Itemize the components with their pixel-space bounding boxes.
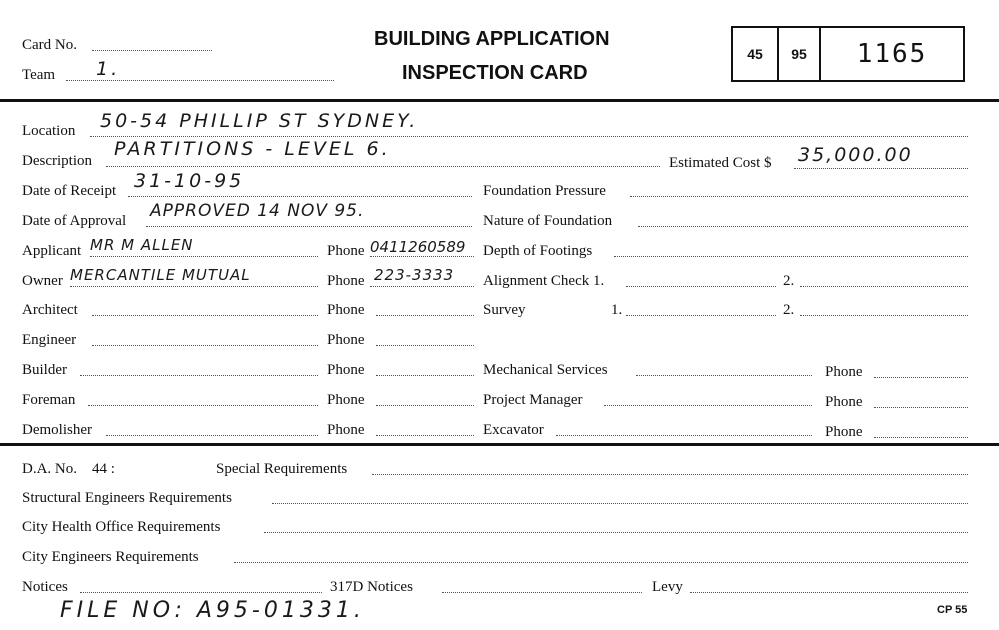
team-field[interactable] — [66, 80, 334, 81]
description-field[interactable] — [106, 166, 660, 167]
notices-field[interactable] — [80, 592, 322, 593]
architect-phone-label: Phone — [327, 302, 365, 318]
location-value: 50-54 PHILLIP ST SYDNEY. — [100, 110, 419, 132]
demolisher-field[interactable] — [106, 435, 318, 436]
structural-requirements-field[interactable] — [272, 503, 968, 504]
date-of-receipt-value: 31-10-95 — [134, 170, 245, 192]
notices-label: Notices — [22, 579, 68, 595]
da-number-value: 44 : — [92, 461, 115, 477]
team-label: Team — [22, 67, 56, 83]
mechanical-services-field[interactable] — [636, 375, 812, 376]
card-no-label: Card No. — [22, 37, 77, 53]
city-engineers-requirements-field[interactable] — [234, 562, 968, 563]
location-label: Location — [22, 123, 76, 139]
card-no-field[interactable] — [92, 50, 212, 51]
health-office-requirements-field[interactable] — [264, 532, 968, 533]
date-of-receipt-label: Date of Receipt — [22, 183, 117, 199]
header-divider — [0, 99, 999, 102]
architect-label: Architect — [22, 302, 78, 318]
demolisher-label: Demolisher — [22, 422, 92, 438]
builder-field[interactable] — [80, 375, 318, 376]
levy-field[interactable] — [690, 592, 968, 593]
applicant-field[interactable] — [90, 256, 318, 257]
structural-requirements-label: Structural Engineers Requirements — [22, 490, 232, 506]
engineer-phone-label: Phone — [327, 332, 365, 348]
demolisher-phone-field[interactable] — [376, 435, 474, 436]
owner-value: MERCANTILE MUTUAL — [70, 266, 251, 284]
project-manager-phone-label: Phone — [825, 394, 863, 410]
applicant-phone-label: Phone — [327, 243, 365, 259]
mechanical-phone-field[interactable] — [874, 377, 968, 378]
team-value: 1. — [96, 58, 121, 80]
applicant-phone-value: 0411260589 — [370, 238, 466, 256]
excavator-field[interactable] — [556, 435, 812, 436]
box-45: 45 — [733, 28, 779, 80]
project-manager-label: Project Manager — [483, 392, 583, 408]
architect-field[interactable] — [92, 315, 318, 316]
engineer-phone-field[interactable] — [376, 345, 474, 346]
form-title-line2: INSPECTION CARD — [402, 62, 588, 84]
requirements-divider — [0, 443, 999, 446]
owner-field[interactable] — [70, 286, 318, 287]
form-title-line1: BUILDING APPLICATION — [374, 28, 610, 50]
box-95: 95 — [779, 28, 821, 80]
project-manager-phone-field[interactable] — [874, 407, 968, 408]
date-of-approval-label: Date of Approval — [22, 213, 127, 229]
owner-phone-label: Phone — [327, 273, 365, 289]
applicant-value: MR M ALLEN — [90, 236, 194, 254]
owner-phone-field[interactable] — [370, 286, 474, 287]
excavator-phone-field[interactable] — [874, 437, 968, 438]
foundation-pressure-field[interactable] — [630, 196, 968, 197]
mechanical-services-label: Mechanical Services — [483, 362, 608, 378]
date-of-approval-value: APPROVED 14 NOV 95. — [150, 201, 365, 221]
demolisher-phone-label: Phone — [327, 422, 365, 438]
alignment-check-2-field[interactable] — [800, 286, 968, 287]
application-number: 1165 — [856, 39, 928, 69]
health-office-requirements-label: City Health Office Requirements — [22, 519, 221, 535]
estimated-cost-value: 35,000.00 — [798, 144, 913, 166]
builder-label: Builder — [22, 362, 67, 378]
architect-phone-field[interactable] — [376, 315, 474, 316]
estimated-cost-field[interactable] — [794, 168, 968, 169]
survey-2-label: 2. — [783, 302, 795, 318]
da-number-label: D.A. No. — [22, 461, 77, 477]
city-engineers-requirements-label: City Engineers Requirements — [22, 549, 199, 565]
builder-phone-label: Phone — [327, 362, 365, 378]
foreman-field[interactable] — [88, 405, 318, 406]
engineer-label: Engineer — [22, 332, 77, 348]
notices-317d-label: 317D Notices — [330, 579, 413, 595]
survey-1-label: 1. — [611, 302, 623, 318]
description-label: Description — [22, 153, 92, 169]
location-field[interactable] — [90, 136, 968, 137]
foreman-label: Foreman — [22, 392, 76, 408]
alignment-check-2-label: 2. — [783, 273, 795, 289]
mechanical-phone-label: Phone — [825, 364, 863, 380]
nature-of-foundation-field[interactable] — [638, 226, 968, 227]
form-code: CP 55 — [937, 604, 968, 616]
alignment-check-1-field[interactable] — [626, 286, 776, 287]
applicant-label: Applicant — [22, 243, 82, 259]
project-manager-field[interactable] — [604, 405, 812, 406]
levy-label: Levy — [652, 579, 683, 595]
file-number: FILE NO: A95-01331. — [60, 598, 365, 623]
excavator-label: Excavator — [483, 422, 544, 438]
nature-of-foundation-label: Nature of Foundation — [483, 213, 613, 229]
owner-label: Owner — [22, 273, 63, 289]
engineer-field[interactable] — [92, 345, 318, 346]
depth-of-footings-label: Depth of Footings — [483, 243, 593, 259]
excavator-phone-label: Phone — [825, 424, 863, 440]
alignment-check-label: Alignment Check 1. — [483, 273, 605, 289]
depth-of-footings-field[interactable] — [614, 256, 968, 257]
survey-1-field[interactable] — [626, 315, 776, 316]
foundation-pressure-label: Foundation Pressure — [483, 183, 606, 199]
reference-number-box — [731, 26, 965, 82]
foreman-phone-label: Phone — [327, 392, 365, 408]
builder-phone-field[interactable] — [376, 375, 474, 376]
estimated-cost-label: Estimated Cost $ — [669, 155, 772, 171]
notices-317d-field[interactable] — [442, 592, 642, 593]
description-value: PARTITIONS - LEVEL 6. — [114, 138, 391, 160]
date-of-receipt-field[interactable] — [128, 196, 472, 197]
survey-2-field[interactable] — [800, 315, 968, 316]
foreman-phone-field[interactable] — [376, 405, 474, 406]
special-requirements-label: Special Requirements — [216, 461, 348, 477]
owner-phone-value: 223-3333 — [374, 266, 455, 284]
date-of-approval-field[interactable] — [146, 226, 472, 227]
survey-label: Survey — [483, 302, 526, 318]
special-requirements-field[interactable] — [372, 474, 968, 475]
